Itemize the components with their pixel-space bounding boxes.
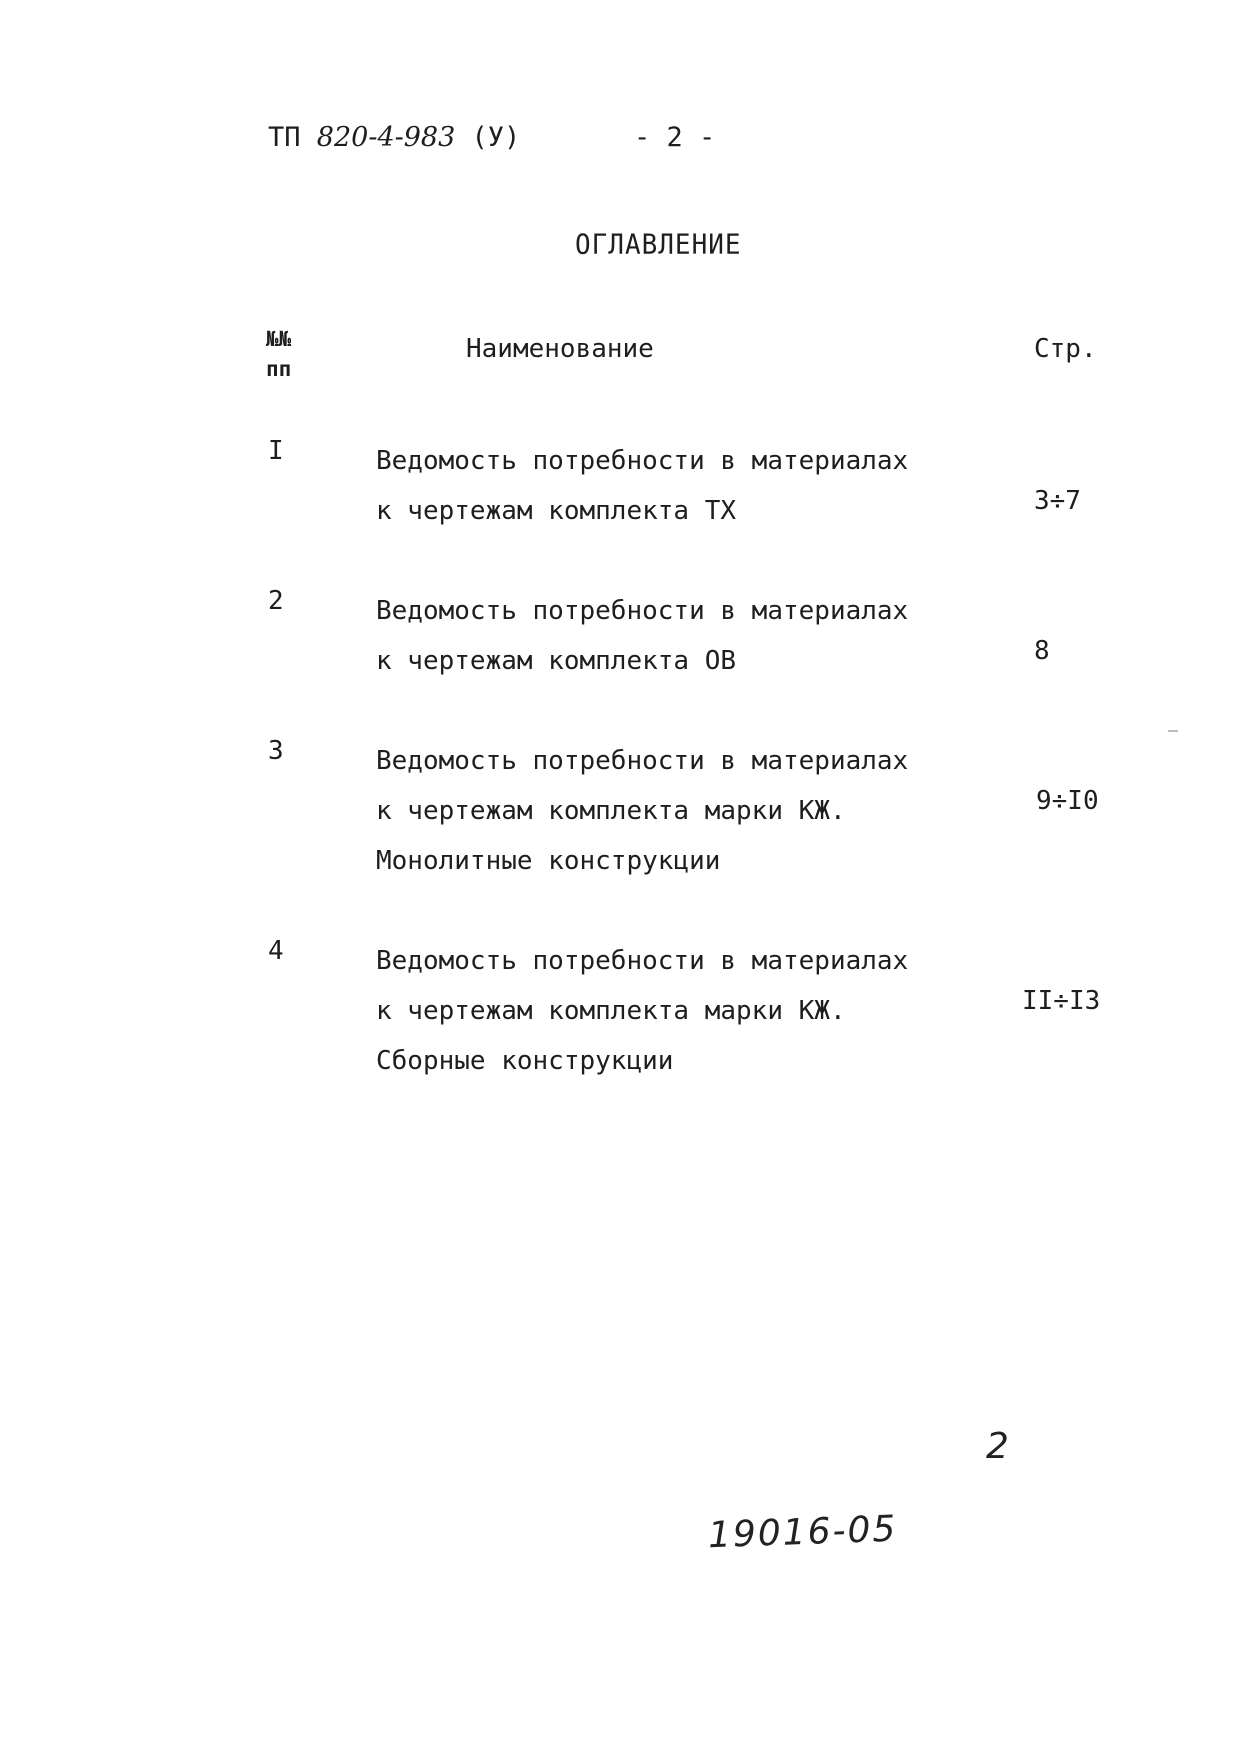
- entry-pages: II÷I3: [1022, 986, 1101, 1016]
- entry-name-line: к чертежам комплекта ОВ: [376, 646, 737, 676]
- header-suffix: (У): [471, 122, 521, 153]
- entry-pages: 3÷7: [1034, 486, 1081, 516]
- page-number: - 2 -: [634, 122, 716, 153]
- column-header-number: [266, 324, 291, 384]
- entry-name-line: к чертежам комплекта марки КЖ.: [376, 796, 846, 826]
- header-code: [268, 122, 520, 153]
- entry-number: 2: [268, 586, 284, 616]
- entry-pages: 9÷I0: [1036, 786, 1099, 816]
- column-header-name: Наименование: [466, 334, 654, 364]
- column-header-page: Стр.: [1034, 334, 1097, 364]
- entry-number: 4: [268, 936, 284, 966]
- entry-name-line: Монолитные конструкции: [376, 846, 721, 876]
- entry-number: 3: [268, 736, 284, 766]
- entry-name-line: Ведомость потребности в материалах: [376, 746, 909, 776]
- entry-name-line: Ведомость потребности в материалах: [376, 596, 909, 626]
- entry-name: [376, 936, 908, 1086]
- entry-number: I: [268, 436, 284, 466]
- entry-name-line: Ведомость потребности в материалах: [376, 946, 909, 976]
- column-header-number-line2: пп: [266, 357, 292, 381]
- toc-title: ОГЛАВЛЕНИЕ: [575, 229, 742, 261]
- header-prefix: ТП: [268, 122, 301, 153]
- entry-name: [376, 436, 908, 536]
- entry-name-line: к чертежам комплекта ТХ: [376, 496, 737, 526]
- handwritten-sheet-number: 2: [986, 1426, 1011, 1467]
- scan-speck: [1168, 730, 1178, 732]
- entry-name-line: Сборные конструкции: [376, 1046, 674, 1076]
- entry-name-line: Ведомость потребности в материалах: [376, 446, 909, 476]
- entry-name: [376, 736, 908, 886]
- entry-name-line: к чертежам комплекта марки КЖ.: [376, 996, 846, 1026]
- handwritten-inventory-code: 19016-05: [707, 1508, 898, 1557]
- entry-name: [376, 586, 908, 686]
- project-code: 820-4-983: [316, 122, 456, 153]
- entry-pages: 8: [1034, 636, 1050, 666]
- column-header-number-line1: №№: [266, 327, 292, 351]
